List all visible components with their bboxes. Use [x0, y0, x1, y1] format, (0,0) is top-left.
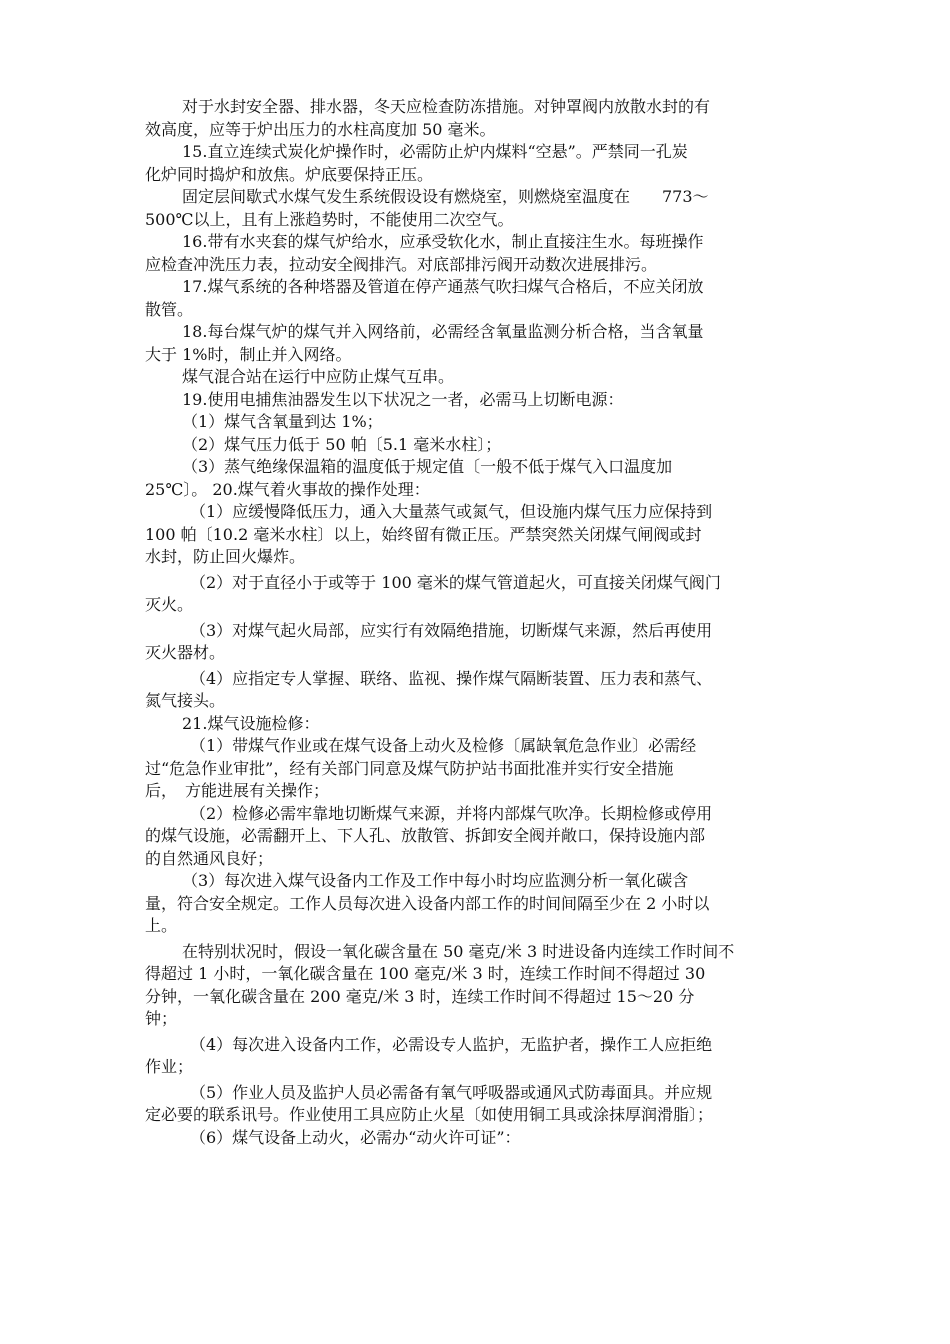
text-line: 16.带有水夹套的煤气炉给水，应承受软化水，制止直接注生水。每班操作: [182, 232, 704, 251]
text-line: 化炉同时捣炉和放焦。炉底要保持正压。: [145, 164, 434, 184]
text-line: 应检查冲洗压力表，拉动安全阀排汽。对底部排污阀开动数次进展排污。: [145, 254, 658, 274]
text-line: （1）煤气含氧量到达 1%；: [182, 412, 383, 431]
text-line: （2）检修必需牢靠地切断煤气来源，并将内部煤气吹净。长期检修或停用: [190, 803, 713, 823]
text-line: 效高度，应等于炉出压力的水柱高度加 50 毫米。: [145, 119, 496, 139]
text-line: （6）煤气设备上动火，必需办“动火许可证”：: [190, 1127, 521, 1147]
text-line: （2）煤气压力低于 50 帕〔5.1 毫米水柱〕；: [182, 434, 502, 454]
text-line: （3）每次进入煤气设备内工作及工作中每小时均应监测分析一氧化碳含: [182, 871, 689, 890]
document-body: [145, 96, 810, 1149]
text-line: 灭火器材。: [145, 643, 226, 662]
text-line: 25℃〕。 20.煤气着火事故的操作处理：: [145, 479, 430, 499]
text-line: 大于 1%时，制止并入网络。: [145, 344, 352, 364]
text-line: 的自然通风良好；: [145, 848, 274, 868]
text-line: （1）应缓慢降低压力，通入大量蒸气或氮气，但设施内煤气压力应保持到: [190, 502, 713, 521]
text-line: 后， 方能进展有关操作；: [145, 781, 330, 800]
text-line: 21.煤气设施检修：: [182, 713, 320, 733]
text-line: 钟；: [145, 1009, 178, 1028]
text-line: （1）带煤气作业或在煤气设备上动火及检修〔属缺氧危急作业〕必需经: [190, 736, 697, 755]
text-line: 过“危急作业审批”，经有关部门同意及煤气防护站书面批准并实行安全措施: [145, 758, 674, 778]
text-line: 18.每台煤气炉的煤气并入网络前，必需经含氧量监测分析合格，当含氧量: [182, 322, 704, 341]
text-line: 19.使用电捕焦油器发生以下状况之一者，必需马上切断电源：: [182, 389, 624, 409]
text-line: （3）对煤气起火局部，应实行有效隔绝措施，切断煤气来源，然后再使用: [190, 620, 713, 640]
text-line: （5）作业人员及监护人员必需备有氧气呼吸器或通风式防毒面具。并应规: [190, 1082, 713, 1102]
text-line: 散管。: [145, 299, 194, 319]
text-line: 作业；: [145, 1057, 194, 1076]
text-line: 量，符合安全规定。工作人员每次进入设备内部工作的时间间隔至少在 2 小时以: [145, 893, 710, 913]
text-line: 固定层间歇式水煤气发生系统假设设有燃烧室，则燃烧室温度在 773～: [182, 187, 709, 206]
text-line: 15.直立连续式炭化炉操作时，必需防止炉内煤料“空悬”。严禁同一孔炭: [182, 142, 688, 161]
text-line: （3）蒸气绝缘保温箱的温度低于规定值〔一般不低于煤气入口温度加: [182, 457, 673, 476]
text-line: 氮气接头。: [145, 691, 226, 710]
text-line: （4）每次进入设备内工作，必需设专人监护，无监护者，操作工人应拒绝: [190, 1034, 713, 1054]
text-line: （4）应指定专人掌握、联络、监视、操作煤气隔断装置、压力表和蒸气、: [190, 668, 713, 688]
text-line: 定必要的联系讯号。作业使用工具应防止火星〔如使用铜工具或涂抹厚润滑脂〕；: [145, 1105, 714, 1124]
text-line: 500℃以上，且有上涨趋势时，不能使用二次空气。: [145, 209, 514, 229]
text-line: 对于水封安全器、排水器，冬天应检查防冻措施。对钟罩阀内放散水封的有: [182, 97, 711, 116]
text-line: 灭火。: [145, 595, 194, 614]
text-line: 水封，防止回火爆炸。: [145, 547, 306, 566]
text-line: 的煤气设施，必需翻开上、下人孔、放散管、拆卸安全阀并敞口，保持设施内部: [145, 826, 706, 845]
text-line: 在特别状况时，假设一氧化碳含量在 50 毫克/米 3 时进设备内连续工作时间不: [182, 941, 735, 961]
text-line: 100 帕〔10.2 毫米水柱〕以上，始终留有微正压。严禁突然关闭煤气闸阀或封: [145, 524, 702, 544]
text-line: 分钟，一氧化碳含量在 200 毫克/米 3 时，连续工作时间不得超过 15～20 分: [145, 986, 695, 1006]
text-line: 17.煤气系统的各种塔器及管道在停产通蒸气吹扫煤气合格后，不应关闭放: [182, 277, 704, 296]
text-line: （2）对于直径小于或等于 100 毫米的煤气管道起火，可直接关闭煤气阀门: [190, 572, 721, 592]
text-line: 上。: [145, 916, 178, 935]
text-line: 煤气混合站在运行中应防止煤气互串。: [182, 367, 455, 386]
text-line: 得超过 1 小时，一氧化碳含量在 100 毫克/米 3 时，连续工作时间不得超过 30: [145, 964, 706, 983]
